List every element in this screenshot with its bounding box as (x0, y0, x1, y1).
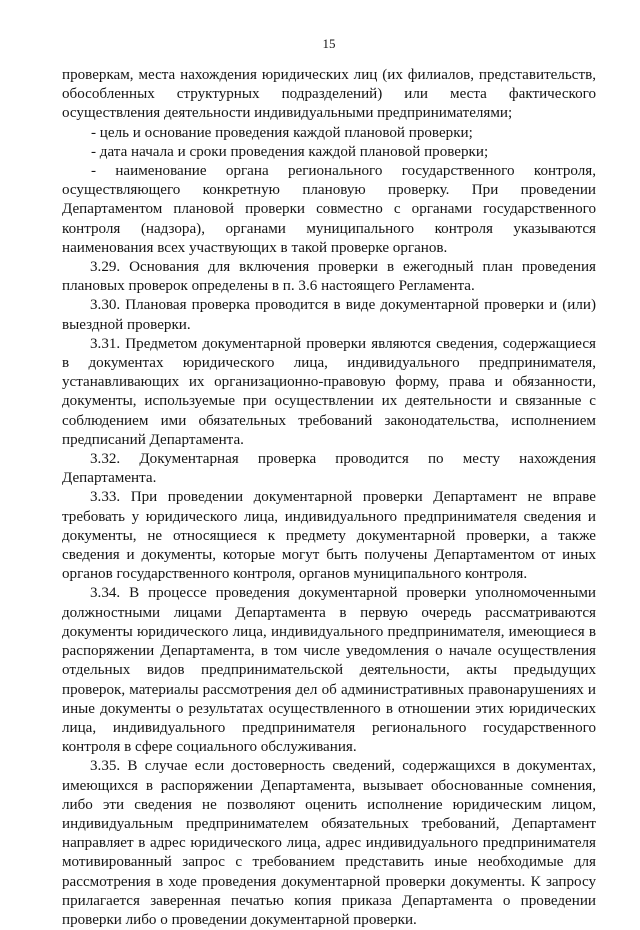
paragraph-3-34: 3.34. В процессе проведения документарной проверки уполномоченными должностными лицами Департамента в первую очередь рассматриваются документы юридического лица, индивидуального предпринимателя, имеющиеся в распоряжении Департамента, в том числе уведомления о начале осуществления отдельных видов предпринимательской деятельности, акты предыдущих проверок, материалы рассмотрения дел об административных правонарушениях и иные документы о результатах осуществленного в отношении этих юридических лица, индивидуального предпринимателя регионального государственного контроля в сфере социального обслуживания. (62, 585, 596, 756)
page-number: 15 (322, 36, 336, 51)
list-item-authority: - наименование органа регионального государственного контроля, осуществляющего конкретную плановую проверку. При проведении Департаментом плановой проверки совместно с органами государственного контроля (надзора), органами муниципального контроля указываются наименования всех участвующих в такой проверке органов. (62, 163, 596, 256)
paragraph-continuation: проверкам, места нахождения юридических лиц (их филиалов, представительств, обособленных структурных подразделений) или места фактического осуществления деятельности индивидуальными предпринимателями; (62, 67, 596, 122)
document-body (62, 66, 596, 930)
paragraph-3-32: 3.32. Документарная проверка проводится по месту нахождения Департамента. (62, 451, 596, 487)
paragraph-3-35: 3.35. В случае если достоверность сведений, содержащихся в документах, имеющихся в распоряжении Департамента, вызывает обоснованные сомнения, либо эти сведения не позволяют оценить исполнение юридическим лицом, индивидуальным предпринимателем обязательных требований, Департамент направляет в адрес юридического лица, адрес индивидуального предпринимателя мотивированный запрос с требованием представить иные необходимые для рассмотрения в ходе проведения документарной проверки документы. К запросу прилагается заверенная печатью копия приказа Департамента о проведении проверки либо о проведении документарной проверки. (62, 758, 596, 928)
paragraph-3-33: 3.33. При проведении документарной проверки Департамент не вправе требовать у юридического лица, индивидуального предпринимателя сведения и документы, не относящиеся к предмету документарной проверки, а также сведения и документы, которые могут быть получены Департаментом от иных органов государственного контроля, органов муниципального контроля. (62, 489, 596, 583)
paragraph-3-29: 3.29. Основания для включения проверки в ежегодный план проведения плановых проверок определены в п. 3.6 настоящего Регламента. (62, 259, 596, 295)
paragraph-3-30: 3.30. Плановая проверка проводится в виде документарной проверки и (или) выездной проверки. (62, 297, 596, 333)
list-item-purpose: - цель и основание проведения каждой плановой проверки; (91, 124, 473, 141)
list-item-dates: - дата начала и сроки проведения каждой плановой проверки; (91, 143, 489, 160)
paragraph-3-31: 3.31. Предметом документарной проверки являются сведения, содержащиеся в документах юридического лица, индивидуального предпринимателя, устанавливающих их организационно-правовую форму, права и обязанности, документы, используемые при осуществлении их деятельности и связанные с соблюдением ими обязательных требований законодательства, исполнением предписаний Департамента. (62, 335, 596, 448)
